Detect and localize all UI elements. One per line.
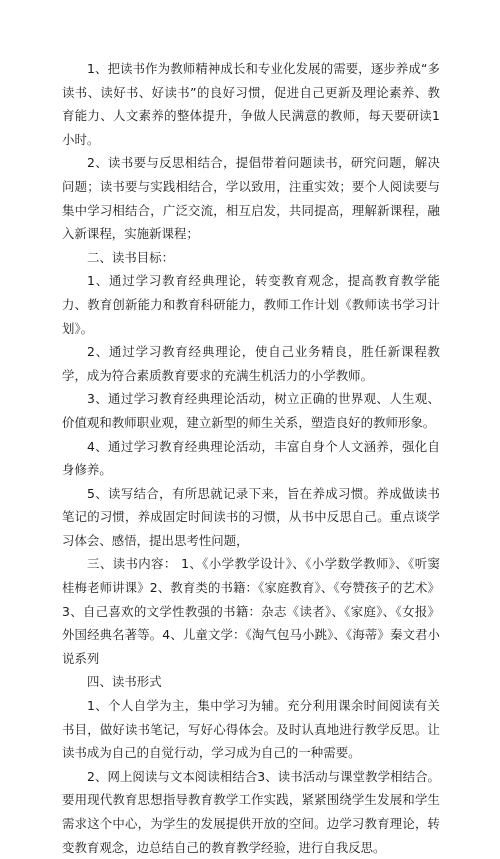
paragraph-goal-2: 2、通过学习教育经典理论，使自己业务精良，胜任新课程教学，成为符合素质教育要求的充满生机活力的小学教师。: [62, 344, 440, 383]
paragraph-goal-4: 4、通过学习教育经典理论活动，丰富自身个人文涵养，强化自身修养。: [62, 438, 440, 478]
document-page: [62, 57, 440, 859]
paragraph-reading-habit: 1、把读书作为教师精神成长和专业化发展的需要，逐步养成“多读书、读好书、好读书”的良好习惯，促进自己更新及理论素养、教育能力、人文素养的整体提升，争做人民满意的教师，每天要研读1小时。: [62, 61, 440, 147]
paragraph-form-1: 1、个人自学为主，集中学习为辅。充分利用课余时间阅读有关书目，做好读书笔记，写好心得体会。及时认真地进行教学反思。让读书成为自己的自觉行动，学习成为自己的一种需要。: [62, 698, 440, 761]
section-heading-goals: 二、读书目标：: [87, 249, 175, 265]
section-heading-forms: 四、读书形式: [87, 674, 162, 690]
paragraph-goal-3: 3、通过学习教育经典理论活动，树立正确的世界观、人生观、价值观和教师职业观，建立新型的师生关系，塑造良好的教师形象。: [62, 391, 440, 430]
paragraph-reading-content: 三、读书内容： 1、《小学教学设计》、《小学数学教师》、《听窦桂梅老师讲课》2、教育类的书籍：《家庭教育》、《夸赞孩子的艺术》3、自己喜欢的文学性教强的书籍：杂志《读者》、《家庭》、《女报》外国经典名著等。4、儿童文学：《淘气包马小跳》、《海蒂》秦文君小说系列: [62, 556, 440, 666]
paragraph-form-2: 2、网上阅读与文本阅读相结合3、读书活动与课堂教学相结合。要用现代教育思想指导教育教学工作实践，紧紧围绕学生发展和学生需求这个中心，为学生的发展提供开放的空间。边学习教育理论，转变教育观念，边总结自己的教育教学经验，进行自我反思。: [62, 768, 440, 855]
paragraph-reflection-practice: 2、读书要与反思相结合，提倡带着问题读书，研究问题，解决问题；读书要与实践相结合，学以致用，注重实效；要个人阅读要与集中学习相结合，广泛交流，相互启发，共同提高，理解新课程，融入新课程，实施新课程；: [62, 155, 440, 242]
paragraph-goal-1: 1、通过学习教育经典理论，转变教育观念，提高教育教学能力、教育创新能力和教育科研能力，教师工作计划《教师读书学习计划》。: [62, 273, 440, 336]
paragraph-goal-5: 5、读写结合，有所思就记录下来，旨在养成习惯。养成做读书笔记的习惯，养成固定时间读书的习惯，从书中反思自己。重点谈学习体会、感悟，提出思考性问题，: [62, 485, 440, 548]
